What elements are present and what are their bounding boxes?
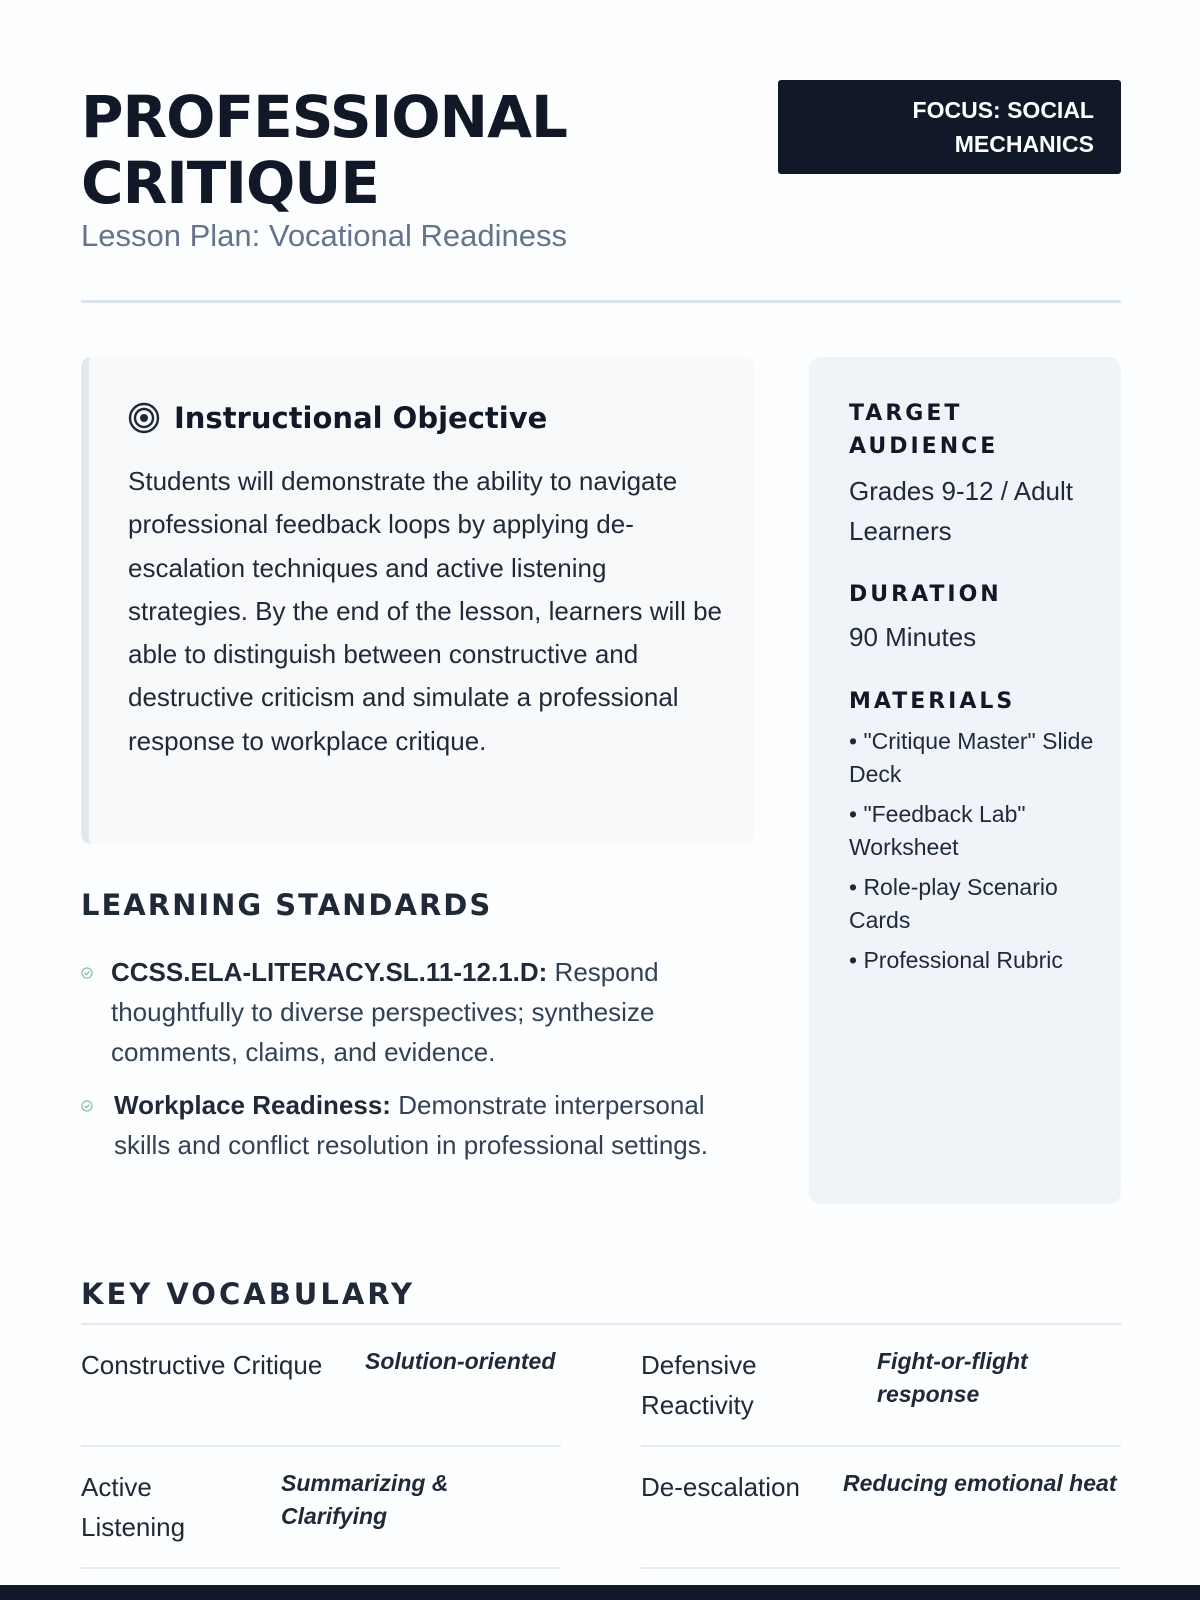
materials-item: • Professional Rubric bbox=[849, 947, 1063, 973]
header-divider bbox=[81, 300, 1121, 303]
vocabulary-term: Defensive Reactivity bbox=[641, 1350, 757, 1420]
materials-item: • "Critique Master" Slide Deck bbox=[849, 728, 1094, 787]
footer-bar bbox=[0, 1585, 1200, 1600]
standard-item bbox=[81, 1085, 761, 1165]
check-circle-icon bbox=[81, 967, 93, 979]
page-title: PROFESSIONAL CRITIQUE bbox=[81, 83, 567, 217]
audience-label: TARGET AUDIENCE bbox=[849, 401, 999, 459]
vocabulary-definition: Reducing emotional heat bbox=[843, 1470, 1117, 1496]
page-subtitle: Lesson Plan: Vocational Readiness bbox=[81, 218, 567, 253]
vocabulary-item bbox=[81, 1325, 561, 1447]
vocabulary-item bbox=[641, 1325, 1121, 1447]
standard-text: Demonstrate interpersonal skills and conflict resolution in professional settings. bbox=[114, 1090, 708, 1160]
check-circle-icon bbox=[81, 1100, 93, 1112]
vocabulary-heading: KEY VOCABULARY bbox=[81, 1277, 416, 1311]
target-icon bbox=[128, 402, 160, 434]
vocabulary-term: Constructive Critique bbox=[81, 1350, 323, 1380]
materials-label: MATERIALS bbox=[849, 689, 1016, 714]
materials-list bbox=[849, 725, 1099, 984]
standard-text: Respond thoughtfully to diverse perspectives; synthesize comments, claims, and evidence. bbox=[111, 957, 659, 1067]
standards-heading: LEARNING STANDARDS bbox=[81, 888, 493, 922]
vocabulary-term: Active Listening bbox=[81, 1472, 186, 1542]
duration-value: 90 Minutes bbox=[849, 622, 977, 652]
lesson-details-sidebar bbox=[809, 357, 1121, 1204]
vocabulary-definition: Solution-oriented bbox=[365, 1348, 556, 1374]
objective-text: Students will demonstrate the ability to navigate professional feedback loops by applying de-escalation techniques and active listening strategies. By the end of the lesson, learners will be able to distinguish between constructive and destructive criticism and simulate a professional response to workplace critique. bbox=[128, 466, 722, 756]
materials-item: • "Feedback Lab" Worksheet bbox=[849, 801, 1026, 860]
materials-item: • Role-play Scenario Cards bbox=[849, 874, 1058, 933]
vocabulary-term: De-escalation bbox=[641, 1472, 800, 1502]
standard-code: Workplace Readiness: bbox=[114, 1090, 391, 1120]
objective-title: Instructional Objective bbox=[174, 401, 548, 435]
vocabulary-definition: Summarizing & Clarifying bbox=[281, 1470, 449, 1529]
audience-value: Grades 9-12 / Adult Learners bbox=[849, 476, 1074, 546]
vocabulary-item bbox=[641, 1447, 1121, 1569]
focus-badge: FOCUS: SOCIAL MECHANICS bbox=[778, 80, 1121, 174]
lesson-plan-page bbox=[81, 0, 1121, 1600]
duration-label: DURATION bbox=[849, 582, 1002, 607]
vocabulary-definition: Fight-or-flight response bbox=[877, 1348, 1028, 1407]
objective-card bbox=[81, 357, 755, 844]
standard-item bbox=[81, 952, 761, 1072]
standard-code: CCSS.ELA-LITERACY.SL.11-12.1.D: bbox=[111, 957, 548, 987]
vocabulary-item bbox=[81, 1447, 561, 1569]
objective-header bbox=[128, 401, 547, 435]
